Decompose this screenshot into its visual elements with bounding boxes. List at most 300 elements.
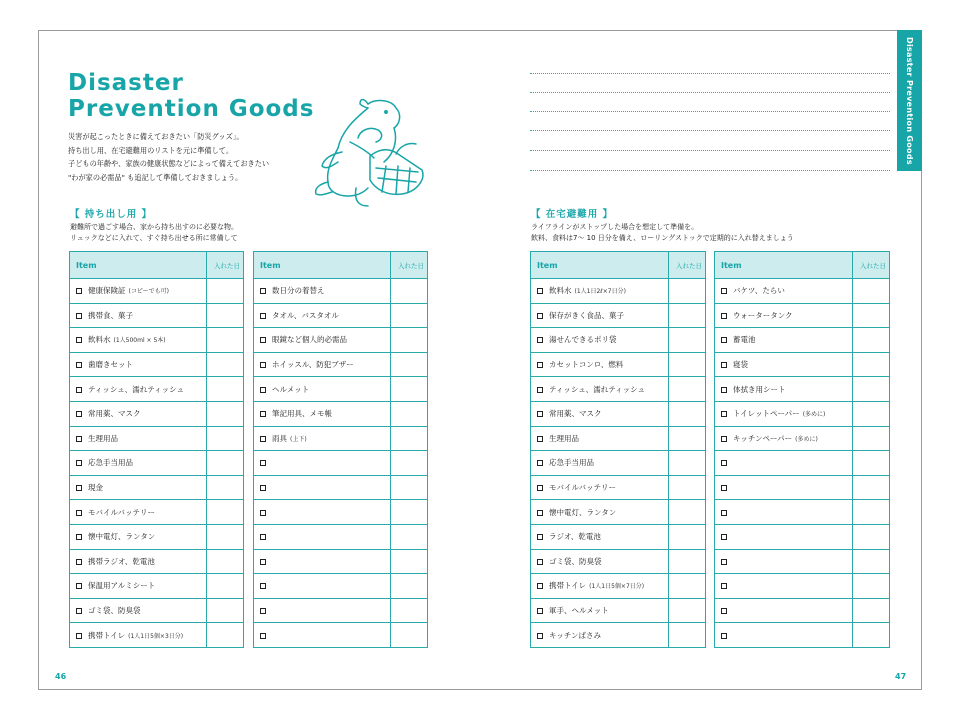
date-cell[interactable] bbox=[391, 426, 428, 451]
table-row bbox=[531, 524, 706, 549]
checkbox-icon[interactable] bbox=[537, 313, 543, 319]
date-cell[interactable] bbox=[669, 328, 706, 353]
section-heading: 【 持ち出し用 】 bbox=[70, 209, 153, 220]
item-label: 体拭き用シート bbox=[733, 384, 786, 394]
date-cell[interactable] bbox=[391, 623, 428, 648]
section-description bbox=[531, 222, 891, 244]
date-cell[interactable] bbox=[853, 451, 890, 476]
item-label: 常用薬、マスク bbox=[88, 409, 141, 419]
checkbox-icon[interactable] bbox=[76, 460, 82, 466]
checkbox-icon[interactable] bbox=[721, 387, 727, 393]
date-cell[interactable] bbox=[669, 352, 706, 377]
date-cell[interactable] bbox=[391, 549, 428, 574]
checkbox-icon[interactable] bbox=[260, 559, 266, 565]
item-note: (上下) bbox=[290, 435, 307, 443]
date-cell[interactable] bbox=[853, 377, 890, 402]
item-note: (1人1日5個×7日分) bbox=[589, 583, 645, 591]
checklist-table bbox=[530, 251, 706, 648]
note-line bbox=[530, 170, 890, 171]
item-cell bbox=[531, 623, 669, 648]
item-cell bbox=[70, 574, 207, 599]
item-cell bbox=[254, 352, 391, 377]
checkbox-icon[interactable] bbox=[537, 633, 543, 639]
checkbox-icon[interactable] bbox=[537, 534, 543, 540]
table-row bbox=[70, 352, 244, 377]
checkbox-icon[interactable] bbox=[260, 288, 266, 294]
date-cell[interactable] bbox=[853, 549, 890, 574]
table-row bbox=[531, 549, 706, 574]
date-cell[interactable] bbox=[853, 598, 890, 623]
table-row bbox=[254, 524, 428, 549]
checkbox-icon[interactable] bbox=[76, 559, 82, 565]
table-row bbox=[70, 524, 244, 549]
date-cell[interactable] bbox=[853, 328, 890, 353]
table-row bbox=[254, 500, 428, 525]
checkbox-icon[interactable] bbox=[76, 510, 82, 516]
checkbox-icon[interactable] bbox=[260, 534, 266, 540]
table-row bbox=[70, 500, 244, 525]
item-label: 雨具 bbox=[272, 433, 287, 443]
item-label: ヘルメット bbox=[272, 384, 310, 394]
checkbox-icon[interactable] bbox=[537, 559, 543, 565]
checkbox-icon[interactable] bbox=[537, 485, 543, 491]
date-column-header: 入れた日 bbox=[853, 252, 890, 279]
date-cell[interactable] bbox=[669, 401, 706, 426]
item-cell bbox=[715, 549, 853, 574]
date-cell[interactable] bbox=[207, 549, 244, 574]
item-cell bbox=[715, 598, 853, 623]
table-row bbox=[254, 352, 428, 377]
date-cell[interactable] bbox=[207, 524, 244, 549]
intro-line: 子どもの年齢や、家族の健康状態などによって備えておきたい bbox=[68, 159, 270, 168]
date-cell[interactable] bbox=[391, 401, 428, 426]
side-tab-label: Disaster Prevention Goods bbox=[905, 36, 914, 165]
table-header-row bbox=[70, 252, 244, 279]
note-line bbox=[530, 73, 890, 74]
item-label: 携帯食、菓子 bbox=[88, 310, 133, 320]
checkbox-icon[interactable] bbox=[260, 510, 266, 516]
item-cell bbox=[531, 500, 669, 525]
date-cell[interactable] bbox=[669, 475, 706, 500]
checkbox-icon[interactable] bbox=[721, 460, 727, 466]
table-row bbox=[70, 451, 244, 476]
item-label: 軍手、ヘルメット bbox=[549, 606, 609, 616]
date-column-header: 入れた日 bbox=[669, 252, 706, 279]
page-number-right: 47 bbox=[895, 672, 907, 681]
item-label: ティッシュ、濡れティッシュ bbox=[549, 384, 645, 394]
table-row bbox=[531, 377, 706, 402]
item-label: タオル、バスタオル bbox=[272, 310, 339, 320]
item-cell bbox=[254, 500, 391, 525]
item-label: ゴミ袋、防臭袋 bbox=[88, 606, 141, 616]
checkbox-icon[interactable] bbox=[260, 583, 266, 589]
table-header-row bbox=[531, 252, 706, 279]
checkbox-icon[interactable] bbox=[537, 583, 543, 589]
item-label: ラジオ、乾電池 bbox=[549, 532, 601, 542]
table-row bbox=[715, 279, 890, 304]
checkbox-icon[interactable] bbox=[721, 337, 727, 343]
item-label: 現金 bbox=[88, 483, 103, 493]
item-label: 携帯トイレ bbox=[88, 630, 126, 640]
item-cell bbox=[254, 549, 391, 574]
intro-text bbox=[68, 130, 318, 184]
checkbox-icon[interactable] bbox=[537, 608, 543, 614]
table-row bbox=[254, 475, 428, 500]
table-row bbox=[715, 623, 890, 648]
table-row bbox=[715, 377, 890, 402]
table-row bbox=[254, 303, 428, 328]
checkbox-icon[interactable] bbox=[537, 510, 543, 516]
checkbox-icon[interactable] bbox=[260, 362, 266, 368]
stay-home-section bbox=[531, 206, 891, 244]
checkbox-icon[interactable] bbox=[76, 288, 82, 294]
date-cell[interactable] bbox=[853, 401, 890, 426]
note-line bbox=[530, 111, 890, 112]
checkbox-icon[interactable] bbox=[76, 387, 82, 393]
item-cell bbox=[531, 303, 669, 328]
table-row bbox=[531, 328, 706, 353]
checkbox-icon[interactable] bbox=[76, 534, 82, 540]
checkbox-icon[interactable] bbox=[721, 288, 727, 294]
date-cell[interactable] bbox=[669, 549, 706, 574]
checklist-table bbox=[253, 251, 428, 648]
item-cell bbox=[254, 623, 391, 648]
date-cell[interactable] bbox=[669, 500, 706, 525]
intro-line: 災害が起こったときに備えておきたい「防災グッズ」。 bbox=[68, 132, 244, 141]
checkbox-icon[interactable] bbox=[721, 608, 727, 614]
date-cell[interactable] bbox=[391, 279, 428, 304]
checkbox-icon[interactable] bbox=[260, 608, 266, 614]
item-cell bbox=[715, 574, 853, 599]
item-cell bbox=[715, 500, 853, 525]
checkbox-icon[interactable] bbox=[260, 411, 266, 417]
table-row bbox=[715, 426, 890, 451]
item-column-header: Item bbox=[254, 252, 391, 279]
table-row bbox=[254, 279, 428, 304]
item-cell bbox=[531, 426, 669, 451]
checkbox-icon[interactable] bbox=[76, 608, 82, 614]
date-cell[interactable] bbox=[853, 500, 890, 525]
item-label: 健康保険証 bbox=[88, 286, 126, 296]
checkbox-icon[interactable] bbox=[721, 362, 727, 368]
item-note: (多めに) bbox=[795, 435, 818, 443]
checkbox-icon[interactable] bbox=[260, 436, 266, 442]
item-cell bbox=[70, 500, 207, 525]
table-row bbox=[531, 303, 706, 328]
checkbox-icon[interactable] bbox=[76, 436, 82, 442]
item-cell bbox=[715, 377, 853, 402]
date-cell[interactable] bbox=[391, 352, 428, 377]
item-label: 寝袋 bbox=[733, 360, 748, 370]
date-cell[interactable] bbox=[207, 574, 244, 599]
item-label: モバイルバッテリー bbox=[549, 483, 616, 493]
date-cell[interactable] bbox=[207, 475, 244, 500]
item-cell bbox=[254, 574, 391, 599]
item-label: 筆記用具、メモ帳 bbox=[272, 409, 332, 419]
date-cell[interactable] bbox=[391, 475, 428, 500]
item-cell bbox=[70, 401, 207, 426]
table-row bbox=[715, 549, 890, 574]
checkbox-icon[interactable] bbox=[260, 485, 266, 491]
checkbox-icon[interactable] bbox=[260, 633, 266, 639]
desc-line: リュックなどに入れて、すぐ持ち出せる所に常備して bbox=[70, 234, 238, 242]
table-row bbox=[531, 475, 706, 500]
date-cell[interactable] bbox=[669, 524, 706, 549]
item-cell bbox=[70, 524, 207, 549]
date-cell[interactable] bbox=[207, 598, 244, 623]
item-label: バケツ、たらい bbox=[733, 286, 785, 296]
item-label: 湯せんできるポリ袋 bbox=[549, 335, 617, 345]
item-label: 生理用品 bbox=[88, 433, 118, 443]
item-cell bbox=[70, 426, 207, 451]
checkbox-icon[interactable] bbox=[76, 583, 82, 589]
date-cell[interactable] bbox=[853, 279, 890, 304]
checkbox-icon[interactable] bbox=[721, 559, 727, 565]
item-cell bbox=[531, 352, 669, 377]
table-row bbox=[715, 598, 890, 623]
table-row bbox=[70, 598, 244, 623]
checkbox-icon[interactable] bbox=[76, 337, 82, 343]
side-tab bbox=[897, 30, 922, 171]
checkbox-icon[interactable] bbox=[537, 436, 543, 442]
item-cell bbox=[70, 303, 207, 328]
item-label: ティッシュ、濡れティッシュ bbox=[88, 384, 184, 394]
checkbox-icon[interactable] bbox=[76, 313, 82, 319]
date-cell[interactable] bbox=[391, 574, 428, 599]
table-row bbox=[531, 426, 706, 451]
date-cell[interactable] bbox=[207, 352, 244, 377]
checklist-table bbox=[69, 251, 244, 648]
table-row bbox=[70, 377, 244, 402]
item-label: トイレットペーパー bbox=[733, 409, 800, 419]
item-label: 懐中電灯、ランタン bbox=[549, 507, 617, 517]
item-cell bbox=[715, 401, 853, 426]
date-cell[interactable] bbox=[207, 451, 244, 476]
moomin-illustration-icon bbox=[298, 96, 440, 212]
checkbox-icon[interactable] bbox=[76, 411, 82, 417]
checkbox-icon[interactable] bbox=[260, 460, 266, 466]
title-line-1: Disaster bbox=[68, 70, 184, 96]
table-row bbox=[715, 500, 890, 525]
item-cell bbox=[715, 524, 853, 549]
page-title bbox=[68, 70, 314, 122]
item-column-header: Item bbox=[70, 252, 207, 279]
checkbox-icon[interactable] bbox=[721, 534, 727, 540]
checkbox-icon[interactable] bbox=[721, 411, 727, 417]
date-cell[interactable] bbox=[669, 598, 706, 623]
date-cell[interactable] bbox=[853, 303, 890, 328]
item-note: (コピーでも可) bbox=[128, 288, 169, 296]
item-cell bbox=[254, 328, 391, 353]
table-row bbox=[715, 328, 890, 353]
checkbox-icon[interactable] bbox=[76, 633, 82, 639]
item-cell bbox=[715, 623, 853, 648]
item-cell bbox=[254, 598, 391, 623]
table-row bbox=[531, 500, 706, 525]
item-cell bbox=[254, 377, 391, 402]
date-cell[interactable] bbox=[669, 303, 706, 328]
item-cell bbox=[531, 475, 669, 500]
date-cell[interactable] bbox=[207, 500, 244, 525]
item-cell bbox=[70, 598, 207, 623]
table-row bbox=[254, 377, 428, 402]
checkbox-icon[interactable] bbox=[537, 460, 543, 466]
item-cell bbox=[254, 401, 391, 426]
checkbox-icon[interactable] bbox=[76, 362, 82, 368]
item-cell bbox=[70, 475, 207, 500]
date-cell[interactable] bbox=[391, 524, 428, 549]
table-row bbox=[254, 328, 428, 353]
date-cell[interactable] bbox=[207, 426, 244, 451]
date-cell[interactable] bbox=[391, 598, 428, 623]
checkbox-icon[interactable] bbox=[260, 313, 266, 319]
item-cell bbox=[70, 328, 207, 353]
item-label: キッチンペーパー bbox=[733, 433, 793, 443]
checkbox-icon[interactable] bbox=[537, 387, 543, 393]
section-heading: 【 在宅避難用 】 bbox=[531, 209, 614, 220]
item-label: モバイルバッテリー bbox=[88, 507, 155, 517]
item-label: ゴミ袋、防臭袋 bbox=[549, 556, 602, 566]
table-row bbox=[70, 328, 244, 353]
table-row bbox=[531, 279, 706, 304]
item-label: 眼鏡など個人的必需品 bbox=[272, 335, 347, 345]
date-cell[interactable] bbox=[391, 500, 428, 525]
item-cell bbox=[715, 475, 853, 500]
item-label: 保存がきく食品、菓子 bbox=[549, 310, 624, 320]
item-label: 携帯トイレ bbox=[549, 581, 587, 591]
item-cell bbox=[531, 574, 669, 599]
item-cell bbox=[531, 328, 669, 353]
checkbox-icon[interactable] bbox=[721, 510, 727, 516]
checkbox-icon[interactable] bbox=[721, 313, 727, 319]
checklist-table bbox=[714, 251, 890, 648]
date-cell[interactable] bbox=[207, 377, 244, 402]
date-cell[interactable] bbox=[853, 623, 890, 648]
item-cell bbox=[715, 303, 853, 328]
date-cell[interactable] bbox=[669, 377, 706, 402]
item-label: キッチンばさみ bbox=[549, 630, 601, 640]
checkbox-icon[interactable] bbox=[76, 485, 82, 491]
date-column-header: 入れた日 bbox=[391, 252, 428, 279]
section-description bbox=[70, 222, 370, 244]
table-row bbox=[70, 401, 244, 426]
table-row bbox=[70, 549, 244, 574]
item-label: ウォータータンク bbox=[733, 310, 793, 320]
item-note: (1人500ml × 5本) bbox=[113, 337, 166, 345]
date-cell[interactable] bbox=[391, 328, 428, 353]
table-row bbox=[70, 475, 244, 500]
date-cell[interactable] bbox=[207, 328, 244, 353]
carry-out-section bbox=[70, 206, 370, 244]
date-cell[interactable] bbox=[853, 574, 890, 599]
table-row bbox=[531, 352, 706, 377]
table-header-row bbox=[715, 252, 890, 279]
table-row bbox=[531, 574, 706, 599]
checkbox-icon[interactable] bbox=[537, 288, 543, 294]
checkbox-icon[interactable] bbox=[537, 337, 543, 343]
date-cell[interactable] bbox=[669, 279, 706, 304]
item-label: 応急手当用品 bbox=[549, 458, 594, 468]
date-cell[interactable] bbox=[391, 303, 428, 328]
checkbox-icon[interactable] bbox=[721, 436, 727, 442]
date-cell[interactable] bbox=[669, 426, 706, 451]
table-row bbox=[531, 623, 706, 648]
item-note: (1人1日2ℓ×7日分) bbox=[574, 288, 626, 296]
table-row bbox=[715, 574, 890, 599]
item-label: カセットコンロ、燃料 bbox=[549, 360, 624, 370]
table-row bbox=[715, 524, 890, 549]
item-label: 保温用アルミシート bbox=[88, 581, 156, 591]
item-note: (1人1日5個×3日分) bbox=[128, 632, 184, 640]
checkbox-icon[interactable] bbox=[260, 337, 266, 343]
item-cell bbox=[715, 328, 853, 353]
date-cell[interactable] bbox=[669, 623, 706, 648]
item-label: 生理用品 bbox=[549, 433, 579, 443]
item-label: 懐中電灯、ランタン bbox=[88, 532, 156, 542]
item-cell bbox=[531, 401, 669, 426]
table-row bbox=[715, 352, 890, 377]
date-cell[interactable] bbox=[853, 426, 890, 451]
checkbox-icon[interactable] bbox=[721, 583, 727, 589]
date-cell[interactable] bbox=[853, 352, 890, 377]
date-cell[interactable] bbox=[207, 623, 244, 648]
checkbox-icon[interactable] bbox=[721, 485, 727, 491]
item-cell bbox=[70, 451, 207, 476]
table-row bbox=[254, 451, 428, 476]
checkbox-icon[interactable] bbox=[537, 411, 543, 417]
date-cell[interactable] bbox=[207, 401, 244, 426]
item-cell bbox=[531, 279, 669, 304]
date-cell[interactable] bbox=[391, 451, 428, 476]
table-row bbox=[254, 549, 428, 574]
item-column-header: Item bbox=[531, 252, 669, 279]
checkbox-icon[interactable] bbox=[537, 362, 543, 368]
item-cell bbox=[254, 303, 391, 328]
table-row bbox=[70, 303, 244, 328]
item-cell bbox=[254, 524, 391, 549]
date-cell[interactable] bbox=[669, 451, 706, 476]
checkbox-icon[interactable] bbox=[260, 387, 266, 393]
date-cell[interactable] bbox=[669, 574, 706, 599]
table-row bbox=[254, 574, 428, 599]
table-row bbox=[70, 426, 244, 451]
item-label: 飲料水 bbox=[88, 335, 111, 345]
title-line-2: Prevention Goods bbox=[68, 96, 315, 122]
checkbox-icon[interactable] bbox=[721, 633, 727, 639]
item-label: 歯磨きセット bbox=[88, 360, 133, 370]
date-cell[interactable] bbox=[853, 475, 890, 500]
date-cell[interactable] bbox=[207, 303, 244, 328]
item-cell bbox=[70, 352, 207, 377]
item-label: 応急手当用品 bbox=[88, 458, 133, 468]
item-cell bbox=[715, 352, 853, 377]
table-row bbox=[531, 401, 706, 426]
item-label: 携帯ラジオ、乾電池 bbox=[88, 556, 155, 566]
item-cell bbox=[531, 377, 669, 402]
table-row bbox=[715, 303, 890, 328]
item-cell bbox=[70, 279, 207, 304]
item-label: ホイッスル、防犯ブザー bbox=[272, 360, 354, 370]
item-cell bbox=[531, 598, 669, 623]
date-cell[interactable] bbox=[391, 377, 428, 402]
date-cell[interactable] bbox=[853, 524, 890, 549]
item-cell bbox=[254, 475, 391, 500]
desc-line: ライフラインがストップした場合を想定して準備を。 bbox=[531, 223, 699, 231]
table-row bbox=[715, 475, 890, 500]
date-cell[interactable] bbox=[207, 279, 244, 304]
date-column-header: 入れた日 bbox=[207, 252, 244, 279]
item-cell bbox=[715, 451, 853, 476]
